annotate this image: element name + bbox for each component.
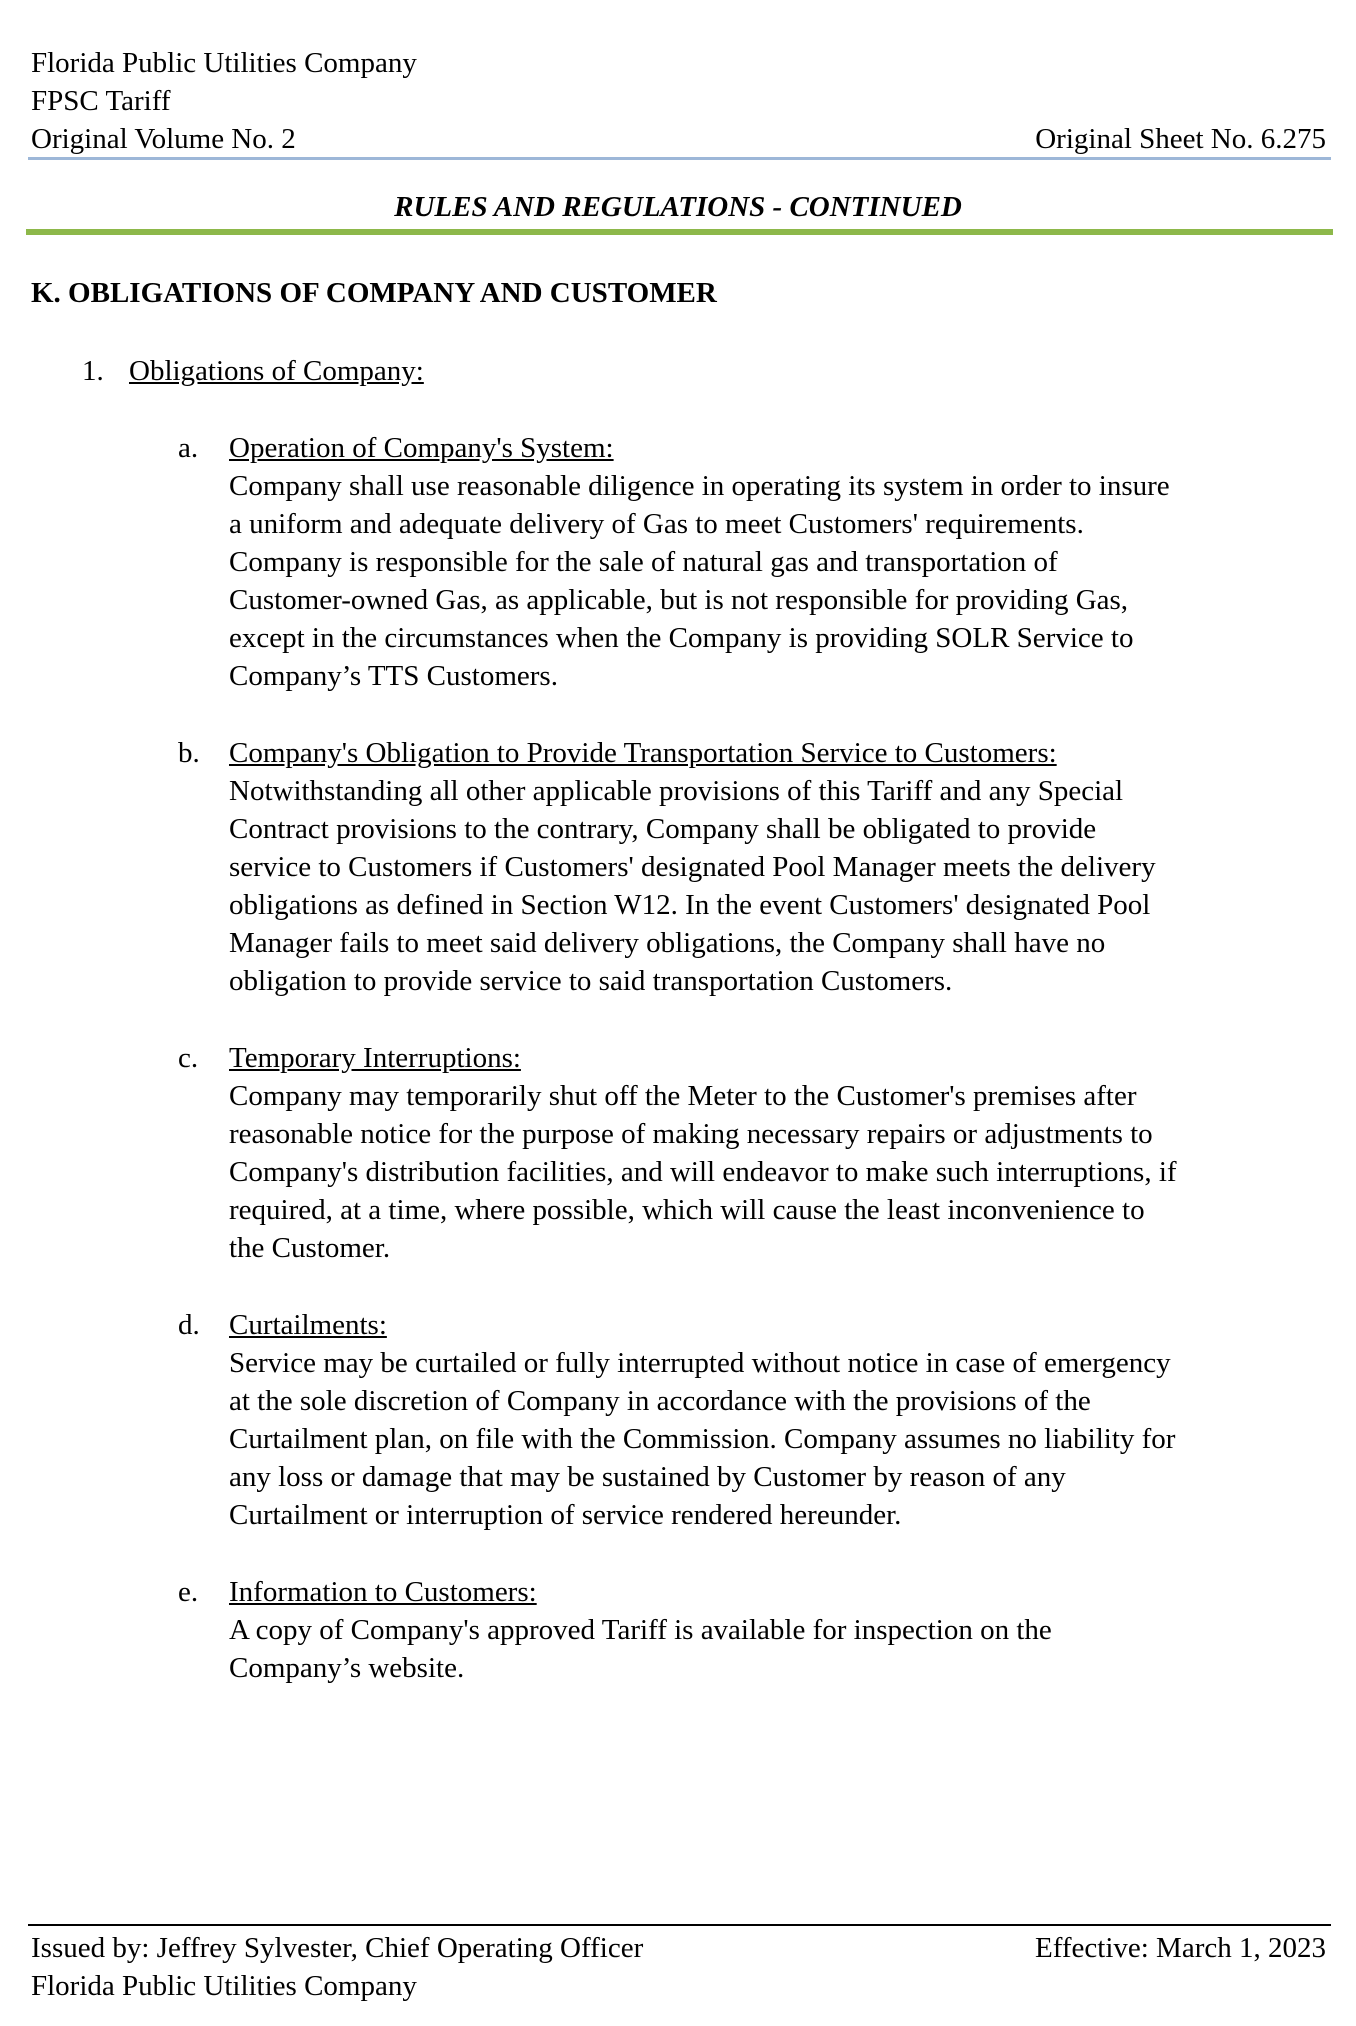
footer-issued-by: Issued by: Jeffrey Sylvester, Chief Operating Officer [31,1932,644,1964]
main-heading: K. OBLIGATIONS OF COMPANY AND CUSTOMER [31,277,717,309]
subitem-letter: b. [178,737,200,769]
subitem-letter: a. [178,432,199,464]
subitem-title: Curtailments: [229,1309,387,1341]
item-number: 1. [82,355,104,387]
header-divider [28,157,1331,160]
header-volume: Original Volume No. 2 [31,123,296,155]
header-sheet-number: Original Sheet No. 6.275 [1035,123,1326,155]
header-tariff: FPSC Tariff [31,85,171,117]
subitem-title: Temporary Interruptions: [229,1042,521,1074]
header-company: Florida Public Utilities Company [31,47,417,79]
subitem-text: Company shall use reasonable diligence in operating its system in order to insure a uniform and adequate delivery of Gas to meet Customers' requirements. Company is responsible for the sale of natural gas and transportation of Customer-owned Gas, as applicable, but is not responsible for providing Gas, except in the circumstances when the Company is providing SOLR Service to Company’s TTS Customers. [229,470,1170,692]
section-title: RULES AND REGULATIONS - CONTINUED [394,191,962,223]
subitem-text: Notwithstanding all other applicable provisions of this Tariff and any Special Contract provisions to the contrary, Company shall be obligated to provide service to Customers if Customers' designated Pool Manager meets the delivery obligations as defined in Section W12. In the event Customers' designated Pool Manager fails to meet said delivery obligations, the Company shall have no obligation to provide service to said transportation Customers. [229,775,1156,997]
section-divider [26,229,1333,235]
subitem-title: Company's Obligation to Provide Transportation Service to Customers: [229,737,1057,769]
footer-company: Florida Public Utilities Company [31,1970,417,2002]
subitem-text: Service may be curtailed or fully interrupted without notice in case of emergency at the sole discretion of Company in accordance with the provisions of the Curtailment plan, on file with the Commission. Company assumes no liability for any loss or damage that may be sustained by Customer by reason of any Curtailment or interruption of service rendered hereunder. [229,1347,1176,1531]
subitem-title: Information to Customers: [229,1576,537,1608]
subitem-letter: c. [178,1042,199,1074]
item-title: Obligations of Company: [129,355,424,387]
subitem-letter: d. [178,1309,200,1341]
footer-divider [28,1924,1331,1926]
subitem-letter: e. [178,1576,199,1608]
footer-effective-date: Effective: March 1, 2023 [1035,1932,1326,1964]
subitem-text: A copy of Company's approved Tariff is available for inspection on the Company’s website. [229,1614,1052,1684]
subitem-title: Operation of Company's System: [229,432,614,464]
subitem-text: Company may temporarily shut off the Meter to the Customer's premises after reasonable notice for the purpose of making necessary repairs or adjustments to Company's distribution facilities, and will endeavor to make such interruptions, if required, at a time, where possible, which will cause the least inconvenience to the Customer. [229,1080,1177,1264]
